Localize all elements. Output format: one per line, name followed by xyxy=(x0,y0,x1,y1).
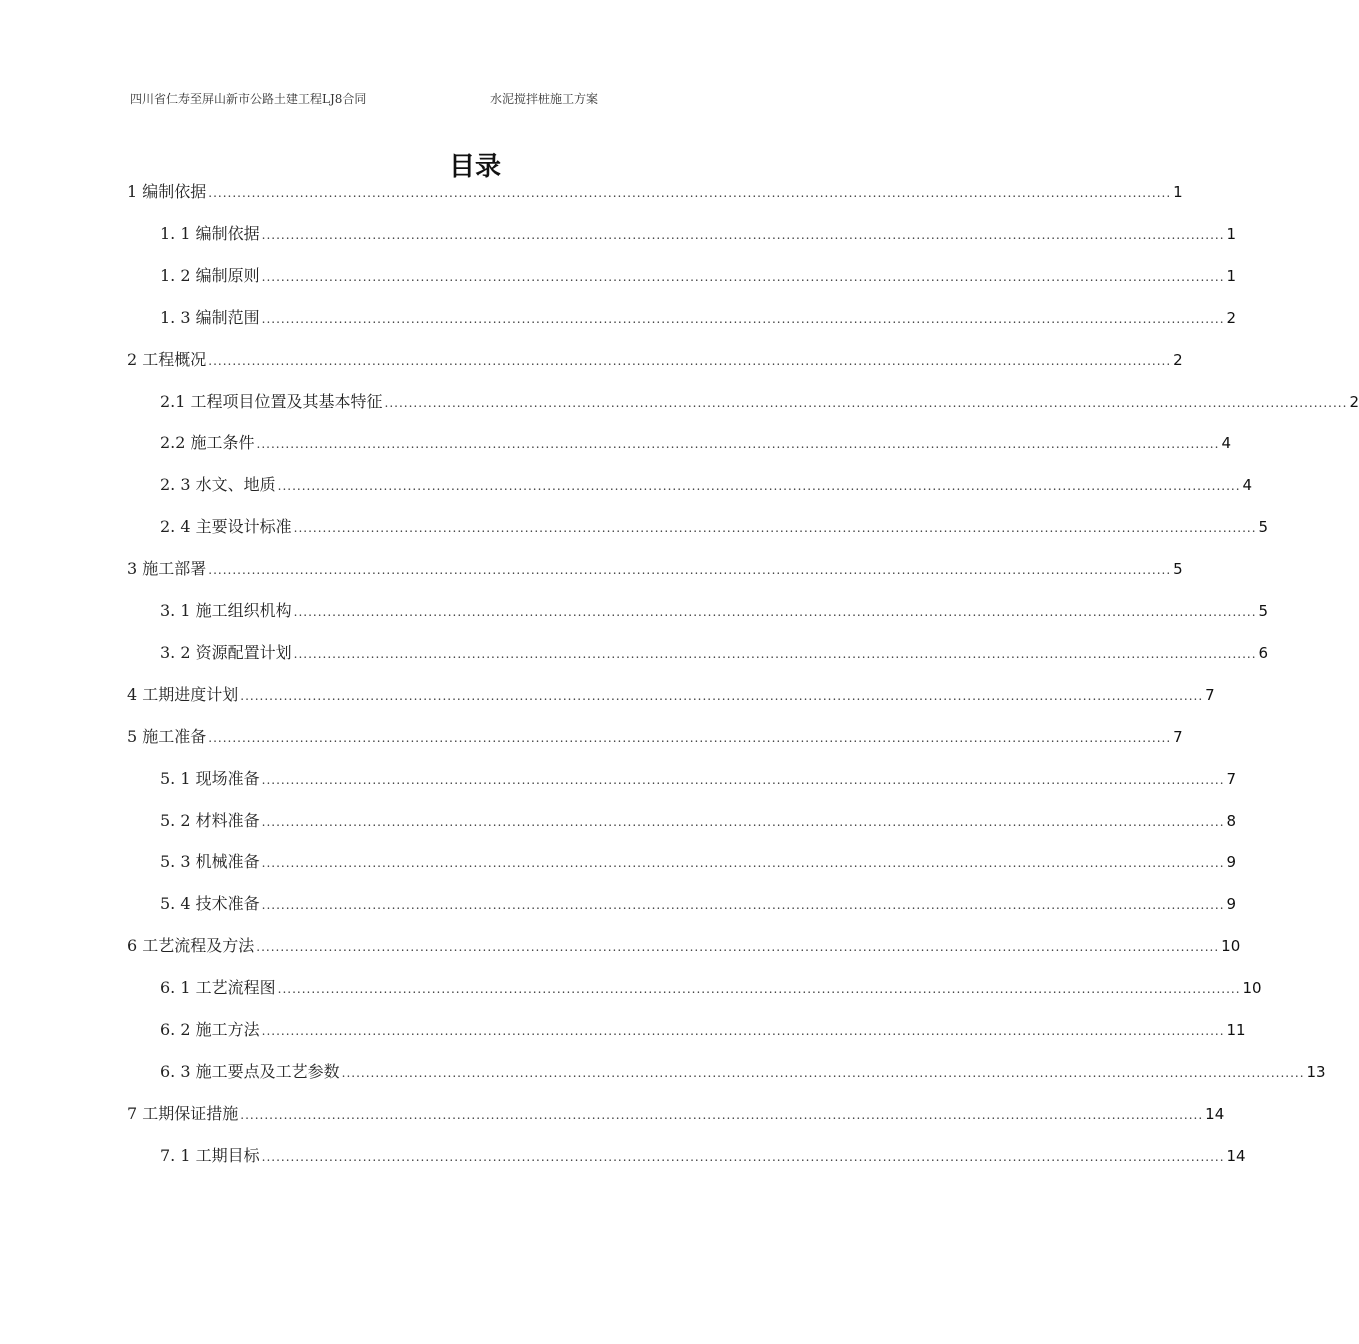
toc-entry-label: 5. 1 现场准备 xyxy=(160,768,260,788)
toc-entry-page-number: 7 xyxy=(1226,769,1237,788)
toc-entry[interactable] xyxy=(127,554,1183,584)
toc-dot-leader: ........................................................................................................................................................................................................ xyxy=(208,563,1172,578)
toc-entry-page-number: 5 xyxy=(1258,602,1269,620)
toc-dot-leader: ........................................................................................................................................................................................................ xyxy=(293,521,1257,536)
header-project-name: 四川省仁寿至屏山新市公路土建工程LJ8合同 xyxy=(130,92,367,106)
toc-dot-leader: ........................................................................................................................................................................................................ xyxy=(261,1024,1225,1038)
toc-entry-page-number: 10 xyxy=(1221,937,1241,956)
toc-dot-leader: ........................................................................................................................................................................................................ xyxy=(208,353,1172,368)
toc-dot-leader: ........................................................................................................................................................................................................ xyxy=(261,898,1225,913)
toc-entry-label: 6. 1 工艺流程图 xyxy=(160,978,276,998)
toc-dot-leader: ........................................................................................................................................................................................................ xyxy=(261,227,1225,242)
toc-entry-page-number: 2 xyxy=(1173,350,1183,369)
toc-entry-page-number: 13 xyxy=(1306,1062,1326,1081)
toc-entry[interactable] xyxy=(127,345,1183,375)
toc-entry-label: 5. 2 材料准备 xyxy=(160,810,260,830)
toc-entry-page-number: 1 xyxy=(1226,224,1237,243)
toc-entry[interactable] xyxy=(160,889,1237,919)
toc-title: 目录 xyxy=(448,152,501,182)
toc-entry[interactable] xyxy=(160,638,1269,668)
toc-entry-label: 4 工期进度计划 xyxy=(127,684,239,704)
toc-entry-label: 5 施工准备 xyxy=(127,726,207,746)
toc-entry-page-number: 2 xyxy=(1226,308,1237,327)
toc-dot-leader: ........................................................................................................................................................................................................ xyxy=(261,856,1225,871)
toc-entry-label: 1. 3 编制范围 xyxy=(160,307,260,327)
toc-entry-page-number: 4 xyxy=(1242,476,1253,495)
toc-entry[interactable] xyxy=(160,470,1253,500)
toc-entry-label: 3. 1 施工组织机构 xyxy=(160,601,292,620)
toc-entry[interactable] xyxy=(160,428,1231,458)
toc-entry-page-number: 1 xyxy=(1173,183,1183,201)
toc-dot-leader: ........................................................................................................................................................................................................ xyxy=(256,437,1220,452)
toc-entry[interactable] xyxy=(160,219,1237,249)
toc-dot-leader: ........................................................................................................................................................................................................ xyxy=(261,772,1225,787)
toc-dot-leader: ........................................................................................................................................................................................................ xyxy=(208,730,1172,745)
toc-entry-page-number: 1 xyxy=(1226,266,1237,285)
toc-dot-leader: ........................................................................................................................................................................................................ xyxy=(261,311,1225,326)
toc-entry-label: 5. 4 技术准备 xyxy=(160,894,260,914)
toc-entry-label: 2. 4 主要设计标准 xyxy=(160,517,292,537)
toc-entry-page-number: 7 xyxy=(1205,685,1215,704)
toc-entry-label: 2.1 工程项目位置及其基本特征 xyxy=(160,391,383,411)
toc-dot-leader: ........................................................................................................................................................................................................ xyxy=(261,269,1225,284)
toc-entry-page-number: 11 xyxy=(1226,1021,1246,1039)
toc-entry-page-number: 10 xyxy=(1242,979,1262,998)
toc-entry[interactable] xyxy=(127,680,1215,710)
toc-dot-leader: ........................................................................................................................................................................................................ xyxy=(277,982,1241,997)
toc-entry-page-number: 5 xyxy=(1258,518,1269,537)
header-document-title: 水泥搅拌桩施工方案 xyxy=(490,92,599,106)
toc-entry[interactable] xyxy=(160,764,1237,794)
toc-entry[interactable] xyxy=(160,387,1359,417)
toc-dot-leader: ........................................................................................................................................................................................................ xyxy=(261,814,1225,829)
toc-entry[interactable] xyxy=(160,596,1269,626)
toc-entry[interactable] xyxy=(127,1099,1225,1129)
toc-entry[interactable] xyxy=(160,303,1237,333)
toc-entry[interactable] xyxy=(127,722,1183,752)
toc-entry-label: 1 编制依据 xyxy=(127,182,207,201)
toc-entry-label: 7 工期保证措施 xyxy=(127,1103,239,1123)
toc-dot-leader: ........................................................................................................................................................................................................ xyxy=(256,940,1220,955)
toc-dot-leader: ........................................................................................................................................................................................................ xyxy=(293,646,1257,661)
toc-entry-label: 2. 3 水文、地质 xyxy=(160,475,276,495)
toc-dot-leader: ........................................................................................................................................................................................................ xyxy=(240,1107,1204,1122)
toc-entry[interactable] xyxy=(160,1015,1246,1045)
toc-entry-label: 1. 1 编制依据 xyxy=(160,223,260,243)
toc-entry-page-number: 4 xyxy=(1221,434,1231,453)
toc-entry-page-number: 7 xyxy=(1173,727,1183,746)
toc-entry-label: 3 施工部署 xyxy=(127,559,207,579)
toc-entry[interactable] xyxy=(160,1141,1246,1171)
toc-entry-page-number: 8 xyxy=(1226,811,1237,830)
toc-dot-leader: ........................................................................................................................................................................................................ xyxy=(240,688,1204,703)
toc-entry-label: 6 工艺流程及方法 xyxy=(127,936,255,956)
toc-entry[interactable] xyxy=(160,1057,1326,1087)
toc-entry-label: 2.2 施工条件 xyxy=(160,433,255,453)
toc-entry[interactable] xyxy=(160,806,1237,836)
toc-entry[interactable] xyxy=(127,177,1183,207)
toc-entry-label: 3. 2 资源配置计划 xyxy=(160,642,292,662)
toc-dot-leader: ........................................................................................................................................................................................................ xyxy=(277,479,1241,494)
toc-entry[interactable] xyxy=(127,931,1241,961)
toc-entry-page-number: 5 xyxy=(1173,560,1183,579)
toc-entry-page-number: 14 xyxy=(1226,1146,1246,1165)
toc-dot-leader: ........................................................................................................................................................................................................ xyxy=(384,395,1348,410)
toc-entry-label: 1. 2 编制原则 xyxy=(160,265,260,285)
toc-dot-leader: ........................................................................................................................................................................................................ xyxy=(293,605,1257,619)
toc-entry-page-number: 6 xyxy=(1258,643,1269,662)
toc-entry[interactable] xyxy=(160,512,1269,542)
toc-entry-page-number: 9 xyxy=(1226,895,1237,914)
toc-entry-page-number: 9 xyxy=(1226,853,1237,872)
toc-entry-page-number: 2 xyxy=(1349,392,1359,411)
toc-dot-leader: ........................................................................................................................................................................................................ xyxy=(341,1065,1305,1080)
toc-dot-leader: ........................................................................................................................................................................................................ xyxy=(208,186,1172,200)
toc-dot-leader: ........................................................................................................................................................................................................ xyxy=(261,1149,1225,1164)
toc-entry-label: 7. 1 工期目标 xyxy=(160,1145,260,1165)
toc-entry[interactable] xyxy=(160,847,1237,877)
toc-entry[interactable] xyxy=(160,973,1262,1003)
toc-entry-label: 5. 3 机械准备 xyxy=(160,852,260,872)
toc-entry-label: 6. 3 施工要点及工艺参数 xyxy=(160,1061,340,1081)
toc-entry-page-number: 14 xyxy=(1205,1104,1225,1123)
toc-entry-label: 6. 2 施工方法 xyxy=(160,1020,260,1039)
toc-entry[interactable] xyxy=(160,261,1237,291)
toc-entry-label: 2 工程概况 xyxy=(127,349,207,369)
